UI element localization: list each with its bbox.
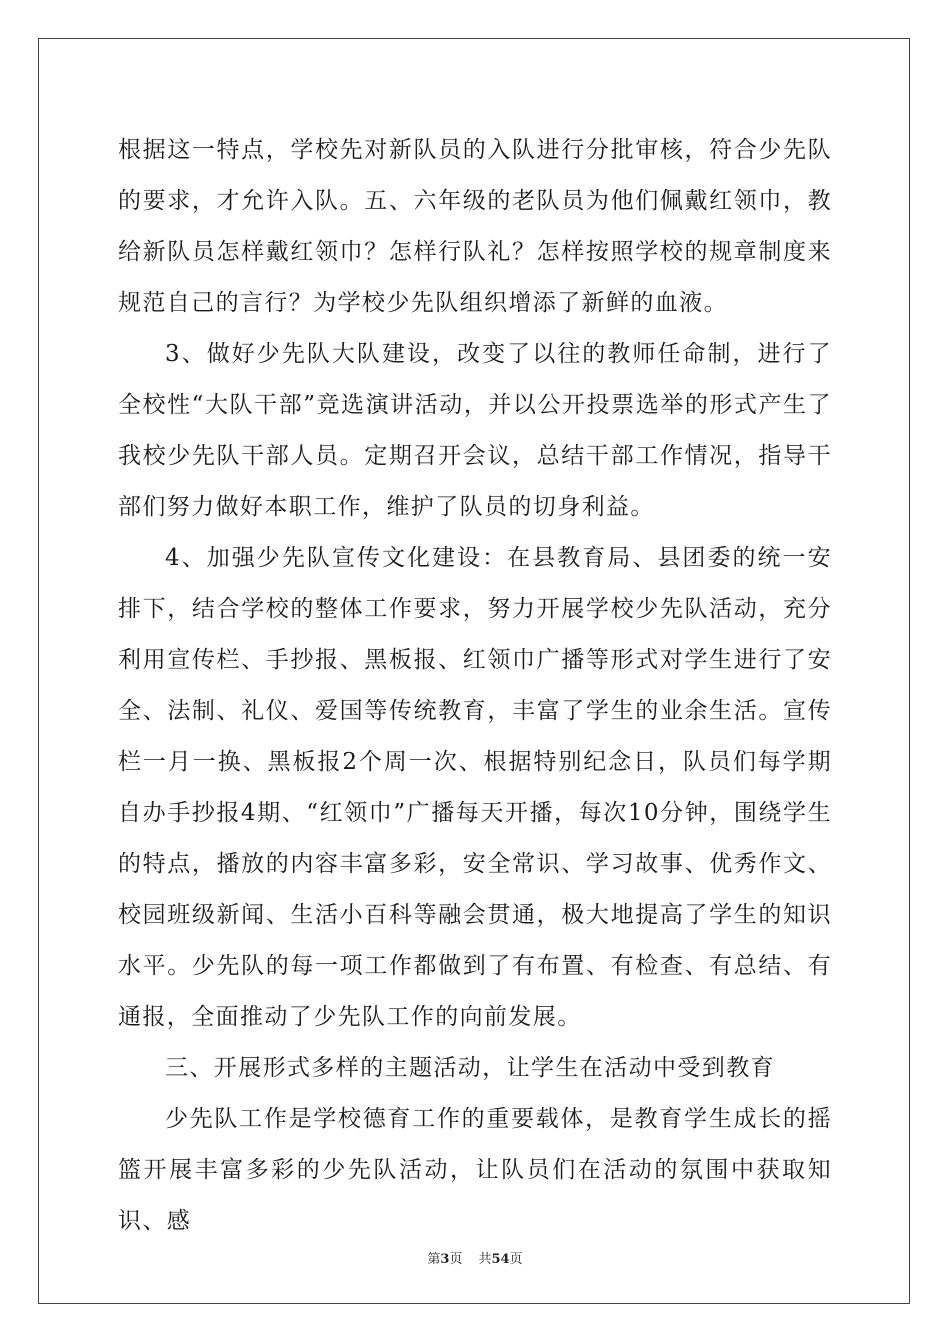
page-suffix: 页 (449, 1252, 463, 1267)
page-footer (0, 1248, 950, 1267)
total-suffix: 页 (509, 1252, 523, 1267)
total-prefix: 共 (478, 1252, 492, 1267)
paragraph-item-4: 4、加强少先队宣传文化建设：在县教育局、县团委的统一安排下，结合学校的整体工作要求，努力开展学校少先队活动，充分利用宣传栏、手抄报、黑板报、红领巾广播等形式对学生进行了安全、法制、礼仪、爱国等传统教育，丰富了学生的业余生活。宣传栏一月一换、黑板报2个周一次、根据特别纪念日，队员们每学期自办手抄报4期、“红领巾”广播每天开播，每次10分钟，围绕学生的特点，播放的内容丰富多彩，安全常识、学习故事、优秀作文、校园班级新闻、生活小百科等融会贯通，极大地提高了学生的知识水平。少先队的每一项工作都做到了有布置、有检查、有总结、有通报，全面推动了少先队工作的向前发展。 (118, 545, 832, 1030)
paragraph-section-3-intro: 少先队工作是学校德育工作的重要载体，是教育学生成长的摇篮开展丰富多彩的少先队活动，让队员们在活动的氛围中获取知识、感 (118, 1106, 832, 1234)
total-pages: 54 (491, 1252, 510, 1267)
page-prefix: 第 (427, 1252, 441, 1267)
document-body (118, 125, 832, 1247)
paragraph-item-3: 3、做好少先队大队建设，改变了以往的教师任命制，进行了全校性“大队干部”竞选演讲活动，并以公开投票选举的形式产生了我校少先队干部人员。定期召开会议，总结干部工作情况，指导干部们努力做好本职工作，维护了队员的切身利益。 (118, 341, 832, 520)
section-heading-3: 三、开展形式多样的主题活动，让学生在活动中受到教育 (165, 1055, 775, 1081)
paragraph-continuation: 根据这一特点，学校先对新队员的入队进行分批审核，符合少先队的要求，才允许入队。五、六年级的老队员为他们佩戴红领巾，教给新队员怎样戴红领巾？怎样行队礼？怎样按照学校的规章制度来规范自己的言行？为学校少先队组织增添了新鲜的血液。 (118, 137, 832, 316)
page-number: 3 (440, 1252, 450, 1267)
